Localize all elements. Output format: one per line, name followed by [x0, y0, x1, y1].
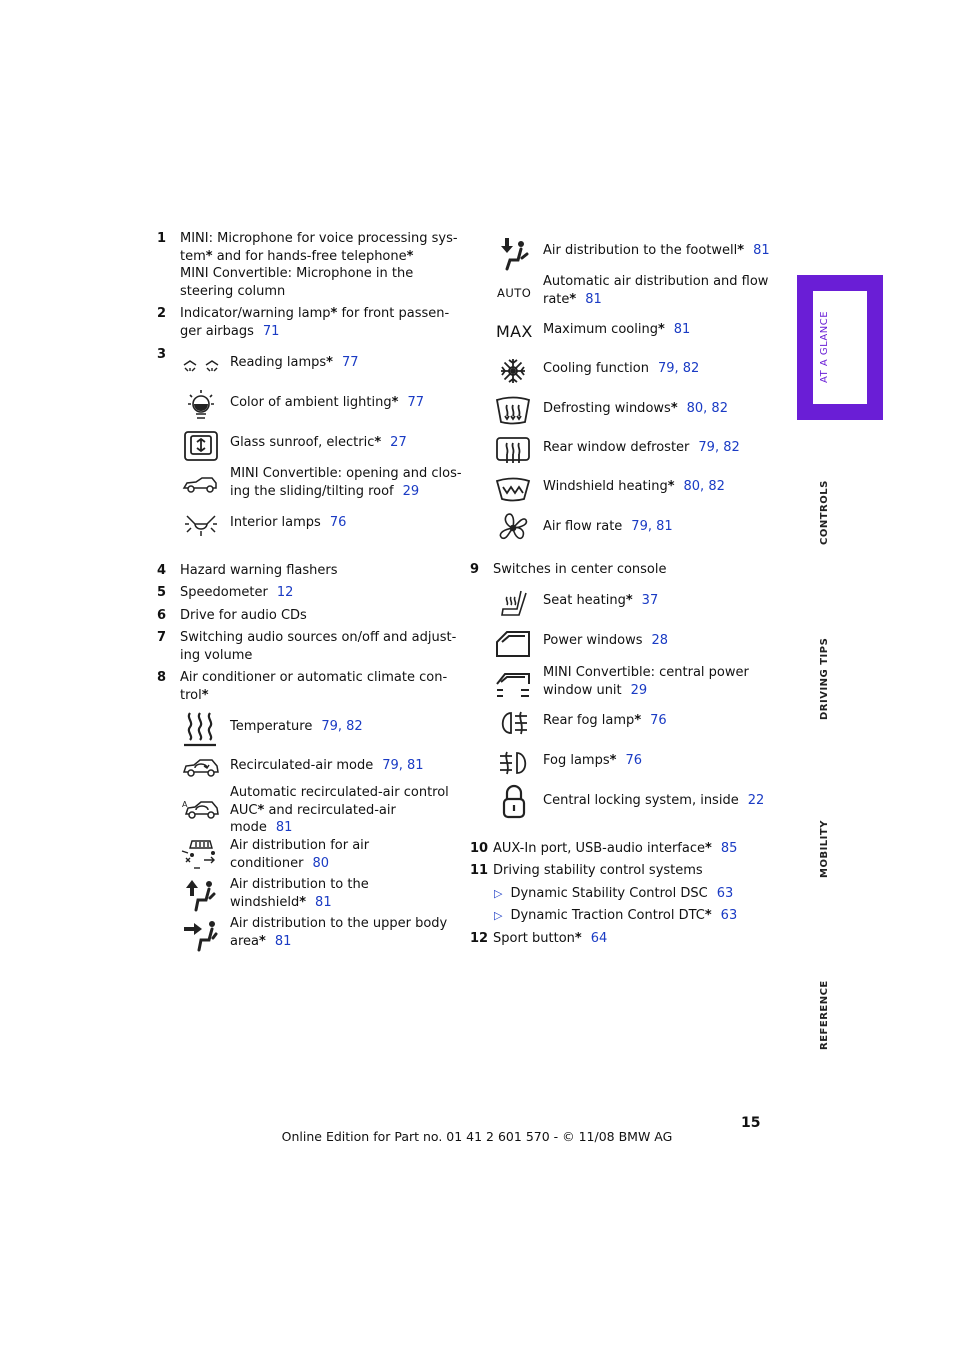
page-link[interactable]: 77 [407, 395, 424, 410]
page-link[interactable]: 80, 82 [686, 401, 728, 416]
lock-icon [501, 784, 527, 820]
page-link[interactable]: 77 [341, 355, 359, 370]
page-link[interactable]: 76 [329, 515, 347, 530]
fog-lamp-icon [497, 750, 531, 776]
item-text: Glass sunroof, electric* 27 [230, 435, 407, 450]
item-text: Air distribution for air conditioner 80 [230, 838, 370, 871]
tab-driving-tips[interactable]: DRIVING TIPS [819, 637, 830, 720]
page-link[interactable]: 79, 81 [631, 519, 673, 534]
page-link[interactable]: 81 [275, 820, 293, 835]
item-text: Interior lamps 76 [230, 515, 347, 530]
item-text: Air distribution to the footwell* 81 [543, 243, 770, 258]
item-number: 3 [157, 347, 167, 362]
central-window-icon [495, 668, 531, 700]
upper-body-air-icon [182, 918, 218, 954]
item-text: Automatic recirculated-air control AUC* and recirculated-air mode 81 [230, 785, 449, 835]
tab-at-a-glance[interactable]: AT A GLANCE [819, 310, 830, 383]
max-icon: MAX [496, 322, 533, 341]
item-text: Reading lamps* 77 [230, 355, 359, 370]
page-link[interactable]: 85 [720, 841, 738, 856]
bullet-triangle-icon: ▷ [494, 887, 503, 900]
page-link[interactable]: 76 [625, 753, 642, 768]
page-link[interactable]: 81 [274, 933, 292, 949]
auc-icon [182, 798, 220, 820]
item-text: Seat heating* 37 [543, 593, 659, 608]
footwell-air-icon [497, 236, 531, 272]
item-number: 1 [157, 231, 167, 246]
fan-icon [497, 512, 529, 544]
page-link[interactable]: 79, 82 [657, 361, 700, 376]
page-link[interactable]: 79, 82 [698, 440, 740, 455]
page-link[interactable]: 81 [753, 243, 770, 258]
item-text: Fog lamps* 76 [543, 753, 642, 768]
bullet-triangle-icon: ▷ [494, 909, 503, 922]
air-distribution-icon [180, 838, 220, 874]
page-link[interactable]: 64 [590, 931, 608, 946]
page-number: 15 [741, 1115, 761, 1131]
item-text: Speedometer 12 [180, 585, 294, 600]
item-number: 10 [470, 841, 489, 856]
rear-window-defroster-icon [495, 435, 531, 465]
footer-text: Online Edition for Part no. 01 41 2 601 570 - © 11/08 BMW AG [281, 1129, 673, 1144]
tab-controls[interactable]: CONTROLS [819, 480, 830, 545]
rear-fog-lamp-icon [497, 710, 531, 736]
page-link[interactable]: 29 [630, 682, 648, 698]
page-link[interactable]: 80 [312, 855, 329, 871]
page-link[interactable]: 63 [720, 908, 738, 923]
sunroof-icon [183, 430, 219, 462]
item-text: Windshield heating* 80, 82 [543, 479, 725, 494]
page-link[interactable]: 37 [641, 593, 659, 608]
windshield-air-icon [182, 878, 218, 914]
item-text: Defrosting windows* 80, 82 [543, 401, 728, 416]
page-link[interactable]: 71 [262, 323, 280, 339]
windshield-heating-icon [495, 477, 531, 503]
page-link[interactable]: 81 [315, 894, 332, 910]
item-text: Power windows 28 [543, 633, 669, 648]
page-link[interactable]: 81 [585, 291, 602, 307]
item-text: Central locking system, inside 22 [543, 793, 765, 808]
page-link[interactable]: 63 [716, 886, 734, 901]
item-text: Automatic air distribution and flow rate* 81 [543, 274, 769, 307]
item-number: 11 [470, 863, 489, 878]
item-number: 12 [470, 931, 489, 946]
page-link[interactable]: 80, 82 [683, 479, 725, 494]
item-text: Recirculated-air mode 79, 81 [230, 758, 424, 773]
item-number: 4 [157, 563, 167, 578]
defrost-windows-icon [495, 396, 531, 426]
item-text: Air distribution to the upper body area* 81 [230, 916, 448, 949]
item-text: Air flow rate 79, 81 [543, 519, 673, 534]
item-text: Color of ambient lighting* 77 [230, 395, 424, 410]
item-text: MINI: Microphone for voice processing sys- tem* and for hands-free telephone* MINI Convertible: Microphone in the steering column [180, 231, 458, 299]
item-text: Air distribution to the windshield* 81 [230, 877, 369, 910]
list-item: ▷ Dynamic Traction Control DTC* 63 [494, 908, 738, 923]
ambient-light-icon [186, 388, 216, 422]
tab-reference[interactable]: REFERENCE [819, 980, 830, 1050]
item-number: 2 [157, 306, 167, 321]
item-text: Rear window defroster 79, 82 [543, 440, 740, 455]
item-number: 6 [157, 608, 167, 623]
item-text: Switching audio sources on/off and adjust- ing volume [180, 630, 457, 663]
interior-lamp-icon [183, 512, 219, 538]
reading-lamps-icon [182, 356, 220, 372]
item-text: Temperature 79, 82 [230, 719, 363, 734]
temperature-icon [183, 710, 217, 748]
item-text: Cooling function 79, 82 [543, 361, 700, 376]
page-link[interactable]: 27 [390, 435, 407, 450]
item-number: 7 [157, 630, 167, 645]
item-text: MINI Convertible: central power window unit 29 [543, 665, 749, 698]
item-text: Hazard warning flashers [180, 563, 338, 578]
item-text: Indicator/warning lamp* for front passen- ger airbags 71 [180, 306, 450, 339]
recirculated-air-icon [182, 758, 220, 778]
seat-heating-icon [499, 589, 529, 617]
item-number: 8 [157, 670, 167, 685]
page-link[interactable]: 79, 82 [321, 719, 363, 734]
item-number: 5 [157, 585, 167, 600]
item-text: MINI Convertible: opening and clos- ing the sliding/tilting roof 29 [230, 466, 462, 499]
page-link[interactable]: 22 [747, 793, 765, 808]
list-item: ▷ Dynamic Stability Control DSC 63 [494, 886, 734, 901]
item-text: Maximum cooling* 81 [543, 322, 691, 337]
item-text: Sport button* 64 [493, 931, 608, 946]
item-text: Air conditioner or automatic climate con- trol* [180, 670, 448, 703]
tab-mobility[interactable]: MOBILITY [819, 820, 830, 878]
convertible-roof-icon [182, 475, 218, 495]
page-link[interactable]: 28 [651, 633, 669, 648]
page-link[interactable]: 79, 81 [382, 758, 424, 773]
item-number: 9 [470, 562, 480, 577]
auto-icon: AUTO [497, 286, 532, 300]
snowflake-icon [499, 357, 527, 385]
item-text: Switches in center console [493, 562, 667, 577]
page-link[interactable]: 81 [673, 322, 691, 337]
page-link[interactable]: 12 [276, 585, 294, 600]
item-text: AUX-In port, USB-audio interface* 85 [493, 841, 738, 856]
page-link[interactable]: 76 [650, 713, 667, 728]
svg-text:A: A [182, 800, 188, 809]
item-text: Drive for audio CDs [180, 608, 307, 623]
item-text: Rear fog lamp* 76 [543, 713, 667, 728]
page-link[interactable]: 29 [402, 483, 420, 499]
item-text: Driving stability control systems [493, 863, 703, 878]
power-window-icon [495, 628, 531, 658]
